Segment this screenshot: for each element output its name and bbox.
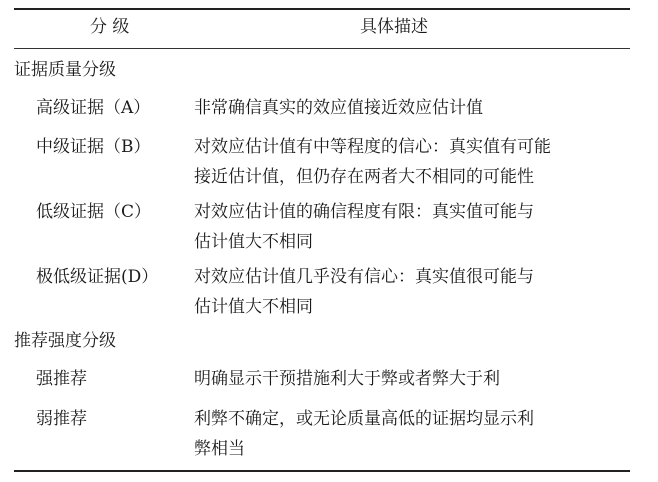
grade-description: 非常确信真实的效应值接近效应估计值 bbox=[194, 98, 483, 118]
grade-label: 高级证据（A） bbox=[36, 98, 151, 118]
grade-description: 估计值大不相同 bbox=[194, 297, 313, 317]
grade-description: 对效应估计值有中等程度的信心：真实值有可能 bbox=[194, 137, 551, 157]
grade-description: 接近估计值，但仍存在两者大不相同的可能性 bbox=[194, 167, 534, 187]
section-title-evidence: 证据质量分级 bbox=[14, 60, 116, 80]
top-rule bbox=[14, 8, 630, 10]
grade-label: 低级证据（C） bbox=[36, 202, 152, 222]
header-grade: 分 级 bbox=[90, 17, 130, 37]
grade-description: 利弊不确定，或无论质量高低的证据均显示利 bbox=[194, 409, 534, 429]
grade-label: 弱推荐 bbox=[36, 409, 87, 429]
grade-description: 弊相当 bbox=[194, 439, 245, 459]
grade-label: 极低级证据(D） bbox=[36, 267, 159, 287]
header-rule bbox=[14, 48, 630, 49]
grade-label: 中级证据（B） bbox=[36, 137, 151, 157]
grade-description: 明确显示干预措施利大于弊或者弊大于利 bbox=[194, 369, 500, 389]
grade-description: 对效应估计值几乎没有信心：真实值很可能与 bbox=[194, 267, 534, 287]
grade-label: 强推荐 bbox=[36, 369, 87, 389]
grade-description: 估计值大不相同 bbox=[194, 232, 313, 252]
grade-description: 对效应估计值的确信程度有限：真实值可能与 bbox=[194, 202, 534, 222]
section-title-recommendation: 推荐强度分级 bbox=[14, 331, 116, 351]
header-description: 具体描述 bbox=[360, 17, 428, 37]
bottom-rule bbox=[14, 470, 630, 472]
